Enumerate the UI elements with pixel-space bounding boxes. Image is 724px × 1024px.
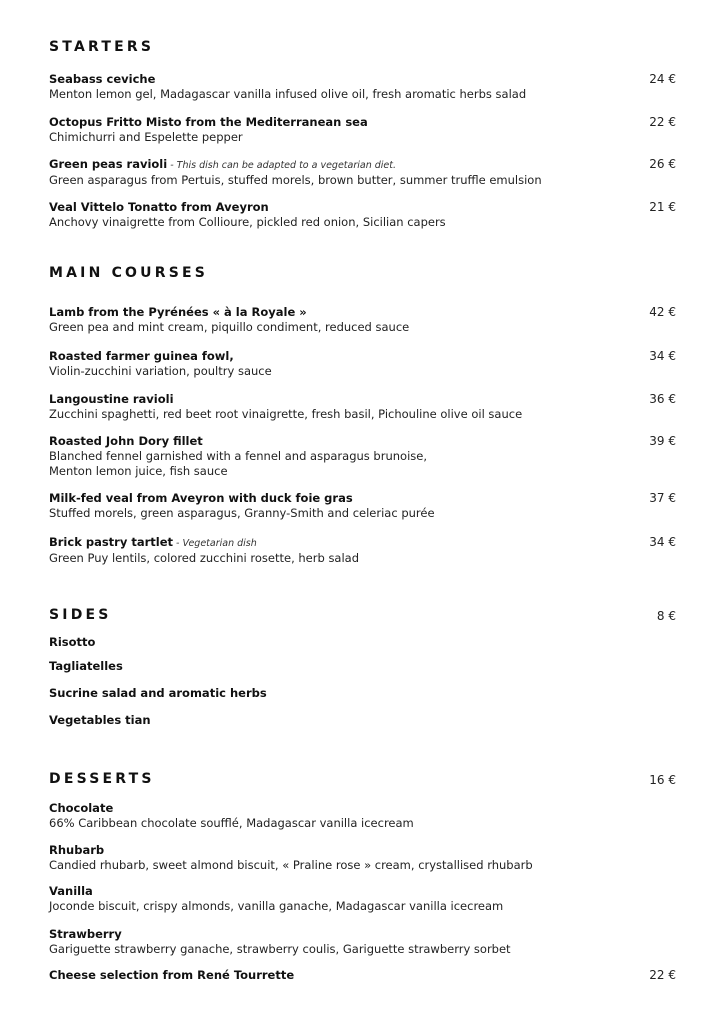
menu-item [49, 349, 669, 379]
menu-item [49, 884, 669, 914]
menu-item [49, 968, 669, 983]
item-name: Chocolate [49, 801, 114, 815]
menu-item [49, 927, 669, 957]
item-description: Zucchini spaghetti, red beet root vinaigrette, fresh basil, Pichouline olive oil sauce [49, 407, 523, 421]
item-note: - Vegetarian dish [173, 538, 257, 549]
item-description: Chimichurri and Espelette pepper [49, 130, 243, 144]
desserts-price: 16 € [649, 773, 676, 787]
item-name: Seabass ceviche [49, 72, 156, 86]
sides-price: 8 € [656, 609, 676, 623]
item-name: Strawberry [49, 927, 122, 941]
item-description: Candied rhubarb, sweet almond biscuit, « Praline rose » cream, crystallised rhubarb [49, 858, 533, 872]
menu-item [49, 801, 669, 831]
item-name: Milk-fed veal from Aveyron with duck foie gras [49, 491, 353, 505]
item-description: Green pea and mint cream, piquillo condiment, reduced sauce [49, 320, 410, 334]
item-name: Cheese selection from René Tourrette [49, 968, 295, 982]
menu-item [49, 200, 669, 230]
menu-item [49, 843, 669, 873]
menu-item [49, 392, 669, 422]
menu-item [49, 115, 669, 145]
item-price: 22 € [649, 115, 676, 129]
side-item: Vegetables tian [49, 713, 151, 727]
item-description: Anchovy vinaigrette from Collioure, pickled red onion, Sicilian capers [49, 215, 446, 229]
item-name: Veal Vittelo Tonatto from Aveyron [49, 200, 269, 214]
item-price: 24 € [649, 72, 676, 86]
item-description: Menton lemon gel, Madagascar vanilla infused olive oil, fresh aromatic herbs salad [49, 87, 527, 101]
item-description: Green Puy lentils, colored zucchini rosette, herb salad [49, 551, 360, 565]
desserts-heading: DESSERTS [49, 771, 155, 787]
item-name: Langoustine ravioli [49, 392, 174, 406]
side-item: Risotto [49, 635, 96, 649]
item-price: 39 € [649, 434, 676, 448]
item-note: - This dish can be adapted to a vegetarian diet. [167, 160, 397, 171]
item-name: Vanilla [49, 884, 93, 898]
item-name: Roasted farmer guinea fowl, [49, 349, 234, 363]
item-description: Gariguette strawberry ganache, strawberry coulis, Gariguette strawberry sorbet [49, 942, 511, 956]
item-price: 26 € [649, 157, 676, 171]
item-description: Green asparagus from Pertuis, stuffed morels, brown butter, summer truffle emulsion [49, 173, 542, 187]
menu-item [49, 157, 669, 188]
item-price: 37 € [649, 491, 676, 505]
menu-item [49, 491, 669, 521]
starters-heading: STARTERS [49, 39, 155, 55]
menu-item [49, 535, 669, 566]
item-name: Green peas ravioli - This dish can be adapted to a vegetarian diet. [49, 157, 397, 171]
menu-item [49, 434, 669, 479]
item-name: Rhubarb [49, 843, 105, 857]
item-description: 66% Caribbean chocolate soufflé, Madagascar vanilla icecream [49, 816, 414, 830]
item-name: Roasted John Dory fillet [49, 434, 203, 448]
item-description: Blanched fennel garnished with a fennel and asparagus brunoise, [49, 449, 427, 463]
item-description: Violin-zucchini variation, poultry sauce [49, 364, 272, 378]
sides-heading: SIDES [49, 607, 112, 623]
item-description: Menton lemon juice, fish sauce [49, 464, 228, 478]
item-price: 22 € [649, 968, 676, 982]
item-price: 34 € [649, 535, 676, 549]
menu-item [49, 305, 669, 335]
item-price: 34 € [649, 349, 676, 363]
item-price: 42 € [649, 305, 676, 319]
item-name: Lamb from the Pyrénées « à la Royale » [49, 305, 307, 319]
side-item: Sucrine salad and aromatic herbs [49, 686, 267, 700]
item-description: Joconde biscuit, crispy almonds, vanilla ganache, Madagascar vanilla icecream [49, 899, 504, 913]
item-price: 36 € [649, 392, 676, 406]
item-description: Stuffed morels, green asparagus, Granny-Smith and celeriac purée [49, 506, 435, 520]
item-name: Brick pastry tartlet - Vegetarian dish [49, 535, 257, 549]
side-item: Tagliatelles [49, 659, 123, 673]
item-price: 21 € [649, 200, 676, 214]
menu-item [49, 72, 669, 102]
main-courses-heading: MAIN COURSES [49, 265, 209, 281]
item-name: Octopus Fritto Misto from the Mediterranean sea [49, 115, 368, 129]
